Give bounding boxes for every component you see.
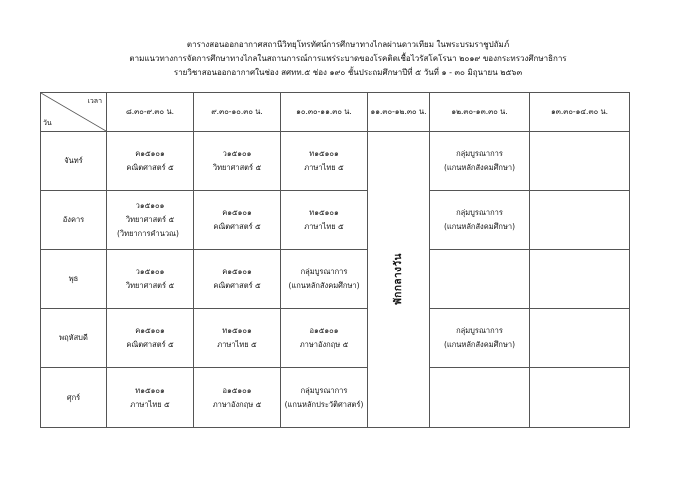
class-cell bbox=[107, 250, 194, 309]
subject-code: ค๑๕๑๐๑ bbox=[222, 208, 252, 217]
subject-name: ภาษาอังกฤษ ๕ bbox=[299, 340, 349, 349]
lunch-break-label: พักกลางวัน bbox=[393, 252, 404, 305]
subject-name: (แกนหลักสังคมศึกษา) bbox=[443, 222, 516, 231]
subject-name: คณิตศาสตร์ ๕ bbox=[213, 222, 261, 231]
subject-code: ค๑๕๑๐๑ bbox=[135, 149, 165, 158]
time-slot-2: ๙.๓๐-๑๐.๓๐ น. bbox=[194, 93, 281, 132]
empty-cell bbox=[530, 309, 630, 368]
time-slot-5: ๑๒.๓๐-๑๓.๓๐ น. bbox=[430, 93, 530, 132]
class-cell bbox=[430, 132, 530, 191]
header-line-1: ตารางสอนออกอากาศสถานีวิทยุโทรทัศน์การศึกษาทางไกลผ่านดาวเทียม ในพระบรมราชูปถัมภ์ bbox=[186, 40, 510, 49]
subject-name: คณิตศาสตร์ ๕ bbox=[126, 163, 174, 172]
subject-name: คณิตศาสตร์ ๕ bbox=[126, 340, 174, 349]
subject-note: (วิทยาการคำนวณ) bbox=[117, 229, 179, 238]
subject-code: ว๑๕๑๐๑ bbox=[135, 201, 165, 210]
day-cell: ศุกร์ bbox=[41, 368, 107, 428]
day-cell: อังคาร bbox=[41, 191, 107, 250]
subject-code: กลุ่มบูรณาการ bbox=[456, 149, 503, 158]
time-slot-3: ๑๐.๓๐-๑๑.๓๐ น. bbox=[281, 93, 368, 132]
class-cell bbox=[430, 191, 530, 250]
class-cell bbox=[194, 368, 281, 428]
empty-cell bbox=[530, 132, 630, 191]
header-line-3: รายวิชาสอนออกอากาศในช่อง สศทท.๕ ช่อง ๑๙๐ ชั้นประถมศึกษาปีที่ ๕ วันที่ ๑ - ๓๐ มิถุนายน ๒๕๖๓ bbox=[173, 68, 523, 77]
time-label: เวลา bbox=[87, 97, 102, 105]
time-header-row bbox=[41, 93, 630, 132]
class-cell bbox=[194, 191, 281, 250]
day-row-wednesday bbox=[41, 250, 630, 309]
day-row-tuesday bbox=[41, 191, 630, 250]
subject-code: ท๑๕๑๐๑ bbox=[309, 208, 339, 217]
subject-name: ภาษาไทย ๕ bbox=[304, 222, 344, 231]
day-row-thursday bbox=[41, 309, 630, 368]
subject-code: ว๑๕๑๐๑ bbox=[135, 267, 165, 276]
class-cell bbox=[107, 309, 194, 368]
subject-name: วิทยาศาสตร์ ๕ bbox=[125, 215, 175, 224]
subject-code: ว๑๕๑๐๑ bbox=[222, 149, 252, 158]
day-cell: จันทร์ bbox=[41, 132, 107, 191]
corner-header-cell bbox=[41, 93, 107, 132]
subject-name: วิทยาศาสตร์ ๕ bbox=[125, 281, 175, 290]
timetable bbox=[40, 92, 630, 428]
subject-name: (แกนหลักประวัติศาสตร์) bbox=[284, 399, 364, 409]
empty-cell bbox=[530, 250, 630, 309]
class-cell bbox=[107, 191, 194, 250]
subject-name: (แกนหลักสังคมศึกษา) bbox=[443, 340, 516, 349]
day-row-monday bbox=[41, 132, 630, 191]
class-cell bbox=[194, 132, 281, 191]
subject-code: ท๑๕๑๐๑ bbox=[222, 326, 252, 335]
subject-code: ท๑๕๑๐๑ bbox=[135, 385, 165, 395]
subject-name: ภาษาไทย ๕ bbox=[304, 163, 344, 172]
empty-cell bbox=[430, 250, 530, 309]
class-cell bbox=[430, 309, 530, 368]
header-line-2: ตามแนวทางการจัดการศึกษาทางไกลในสถานการณ์การแพร่ระบาดของโรคติดเชื้อไวรัสโคโรนา ๒๐๑๙ ของกระทรวงศึกษาธิการ bbox=[129, 54, 567, 63]
empty-cell bbox=[430, 368, 530, 428]
subject-code: ค๑๕๑๐๑ bbox=[135, 326, 165, 335]
class-cell bbox=[107, 132, 194, 191]
document-header bbox=[0, 38, 696, 80]
class-cell bbox=[281, 250, 368, 309]
subject-name: ภาษาไทย ๕ bbox=[130, 399, 170, 409]
class-cell bbox=[281, 368, 368, 428]
subject-name: ภาษาอังกฤษ ๕ bbox=[212, 399, 262, 409]
day-cell: พฤหัสบดี bbox=[41, 309, 107, 368]
empty-cell bbox=[530, 191, 630, 250]
day-label: วัน bbox=[43, 119, 52, 127]
lunch-break-cell bbox=[368, 132, 430, 428]
class-cell bbox=[194, 250, 281, 309]
class-cell bbox=[194, 309, 281, 368]
subject-name: คณิตศาสตร์ ๕ bbox=[213, 281, 261, 290]
subject-code: ค๑๕๑๐๑ bbox=[222, 267, 252, 276]
subject-code: ท๑๕๑๐๑ bbox=[309, 149, 339, 158]
day-cell: พุธ bbox=[41, 250, 107, 309]
subject-code: กลุ่มบูรณาการ bbox=[300, 267, 348, 276]
time-slot-1: ๘.๓๐-๙.๓๐ น. bbox=[107, 93, 194, 132]
day-row-friday bbox=[41, 368, 630, 428]
class-cell bbox=[281, 191, 368, 250]
subject-name: (แกนหลักสังคมศึกษา) bbox=[288, 281, 360, 290]
subject-code: กลุ่มบูรณาการ bbox=[456, 208, 503, 217]
subject-code: กลุ่มบูรณาการ bbox=[300, 385, 348, 395]
class-cell bbox=[281, 132, 368, 191]
empty-cell bbox=[530, 368, 630, 428]
class-cell bbox=[281, 309, 368, 368]
subject-code: อ๑๕๑๐๑ bbox=[222, 385, 252, 395]
subject-code: กลุ่มบูรณาการ bbox=[456, 326, 503, 335]
time-slot-4: ๑๑.๓๐-๑๒.๓๐ น. bbox=[368, 93, 430, 132]
subject-name: ภาษาไทย ๕ bbox=[217, 340, 257, 349]
subject-name: (แกนหลักสังคมศึกษา) bbox=[443, 163, 516, 172]
subject-name: วิทยาศาสตร์ ๕ bbox=[212, 163, 262, 172]
class-cell bbox=[107, 368, 194, 428]
time-slot-6: ๑๓.๓๐-๑๔.๓๐ น. bbox=[530, 93, 630, 132]
subject-code: อ๑๕๑๐๑ bbox=[309, 326, 339, 335]
